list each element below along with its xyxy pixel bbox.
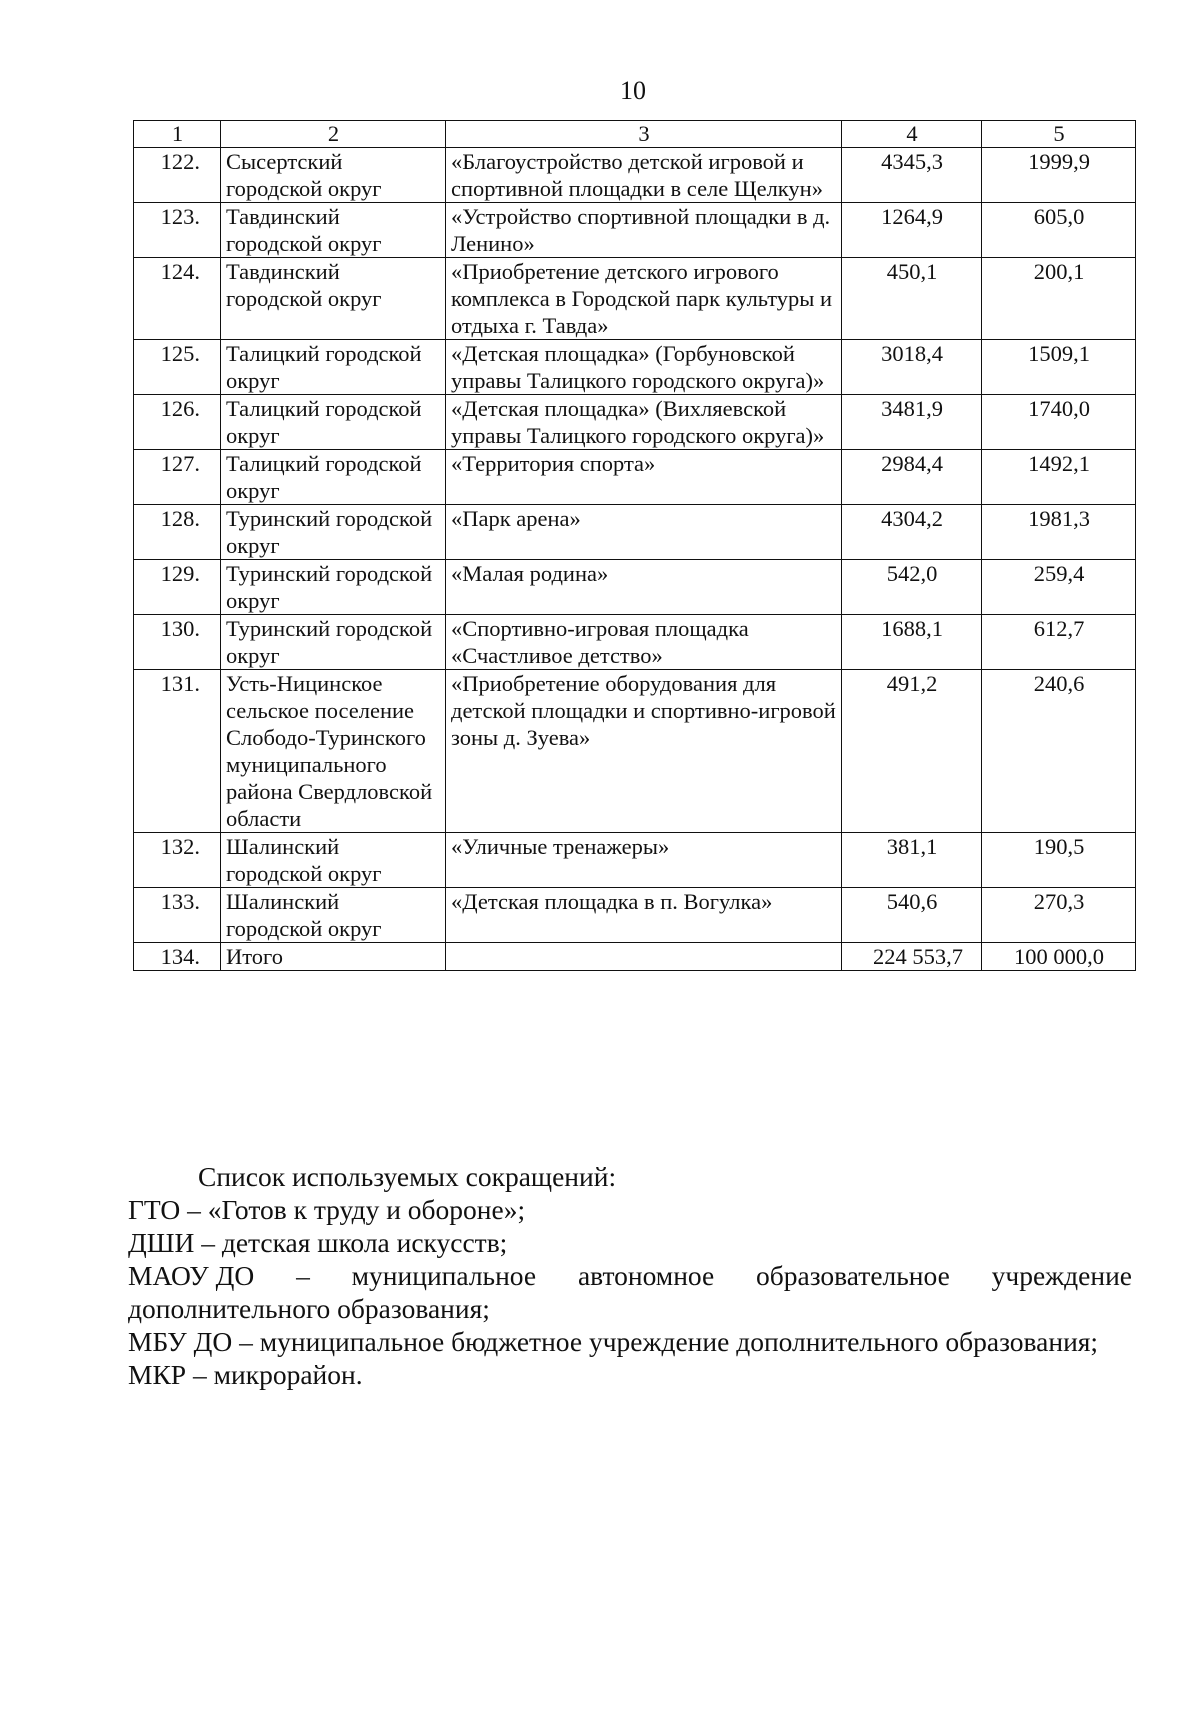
row-total: 491,2 (842, 670, 982, 833)
header-col-1: 1 (134, 121, 221, 148)
row-project: «Уличные тренажеры» (446, 833, 842, 888)
row-total: 540,6 (842, 888, 982, 943)
row-total: 2984,4 (842, 450, 982, 505)
maou-word: – (296, 1260, 310, 1291)
row-number: 128. (134, 505, 221, 560)
total-row-label: Итого (221, 943, 446, 971)
row-total: 542,0 (842, 560, 982, 615)
row-entity: Талицкий городской округ (221, 340, 446, 395)
row-total: 1264,9 (842, 203, 982, 258)
row-entity: Сысертский городской округ (221, 148, 446, 203)
table-row (134, 450, 1136, 505)
row-project: «Детская площадка» (Вихляевской управы Талицкого городского округа)» (446, 395, 842, 450)
row-number: 124. (134, 258, 221, 340)
row-entity: Туринский городской округ (221, 560, 446, 615)
row-entity: Усть-Ницинское сельское поселение Слободо-Туринского муниципального района Свердловской области (221, 670, 446, 833)
row-subsidy: 1509,1 (982, 340, 1136, 395)
row-number: 132. (134, 833, 221, 888)
row-number: 125. (134, 340, 221, 395)
row-number: 133. (134, 888, 221, 943)
abbreviation-maou (128, 1259, 1132, 1292)
abbreviation-gto: ГТО – «Готов к труду и обороне»; (128, 1194, 526, 1225)
row-number: 130. (134, 615, 221, 670)
header-col-3: 3 (446, 121, 842, 148)
page-number: 10 (620, 76, 646, 105)
row-subsidy: 605,0 (982, 203, 1136, 258)
row-total: 1688,1 (842, 615, 982, 670)
row-subsidy: 1981,3 (982, 505, 1136, 560)
row-project: «Детская площадка» (Горбуновской управы Талицкого городского округа)» (446, 340, 842, 395)
table-row (134, 505, 1136, 560)
table-row (134, 395, 1136, 450)
header-col-4: 4 (842, 121, 982, 148)
subsidy-table (133, 120, 1136, 971)
row-subsidy: 270,3 (982, 888, 1136, 943)
row-entity: Туринский городской округ (221, 505, 446, 560)
row-total: 450,1 (842, 258, 982, 340)
table-row (134, 203, 1136, 258)
row-entity: Шалинский городской округ (221, 888, 446, 943)
row-number: 131. (134, 670, 221, 833)
total-row-total: 224 553,7 (842, 943, 982, 971)
row-project: «Приобретение оборудования для детской площадки и спортивно-игровой зоны д. Зуева» (446, 670, 842, 833)
row-entity: Тавдинский городской округ (221, 203, 446, 258)
maou-word: учреждение (991, 1260, 1132, 1291)
abbreviations-section (128, 1160, 1132, 1391)
row-number: 126. (134, 395, 221, 450)
row-subsidy: 1999,9 (982, 148, 1136, 203)
row-number: 127. (134, 450, 221, 505)
abbreviation-dshi: ДШИ – детская школа искусств; (128, 1227, 508, 1258)
table-header-row (134, 121, 1136, 148)
maou-word: МАОУ ДО (128, 1260, 255, 1291)
abbreviation-maou-continuation: дополнительного образования; (128, 1293, 490, 1324)
table-row (134, 340, 1136, 395)
row-project: «Устройство спортивной площадки в д. Ленино» (446, 203, 842, 258)
total-row-project (446, 943, 842, 971)
header-col-5: 5 (982, 121, 1136, 148)
row-subsidy: 1740,0 (982, 395, 1136, 450)
abbreviation-mbu: МБУ ДО – муниципальное бюджетное учреждение дополнительного образования; (128, 1326, 1099, 1357)
row-project: «Благоустройство детской игровой и спортивной площадки в селе Щелкун» (446, 148, 842, 203)
maou-word: автономное (577, 1260, 715, 1291)
row-project: «Территория спорта» (446, 450, 842, 505)
row-number: 123. (134, 203, 221, 258)
abbreviations-title: Список используемых сокращений: (198, 1161, 617, 1192)
row-entity: Туринский городской округ (221, 615, 446, 670)
row-project: «Малая родина» (446, 560, 842, 615)
row-entity: Талицкий городской округ (221, 450, 446, 505)
total-row-number: 134. (134, 943, 221, 971)
row-total: 3481,9 (842, 395, 982, 450)
row-total: 3018,4 (842, 340, 982, 395)
row-number: 129. (134, 560, 221, 615)
row-entity: Шалинский городской округ (221, 833, 446, 888)
table-row (134, 670, 1136, 833)
row-subsidy: 612,7 (982, 615, 1136, 670)
row-entity: Талицкий городской округ (221, 395, 446, 450)
row-project: «Парк арена» (446, 505, 842, 560)
maou-word: образовательное (756, 1260, 950, 1291)
row-subsidy: 200,1 (982, 258, 1136, 340)
row-total: 381,1 (842, 833, 982, 888)
table-row (134, 615, 1136, 670)
row-subsidy: 190,5 (982, 833, 1136, 888)
total-row (134, 943, 1136, 971)
row-subsidy: 240,6 (982, 670, 1136, 833)
table-row (134, 258, 1136, 340)
table-row (134, 888, 1136, 943)
table-row (134, 148, 1136, 203)
row-total: 4304,2 (842, 505, 982, 560)
row-subsidy: 259,4 (982, 560, 1136, 615)
table-row (134, 560, 1136, 615)
row-number: 122. (134, 148, 221, 203)
total-row-subsidy: 100 000,0 (982, 943, 1136, 971)
abbreviation-mkr: МКР – микрорайон. (128, 1359, 363, 1390)
row-project: «Детская площадка в п. Вогулка» (446, 888, 842, 943)
maou-word: муниципальное (351, 1260, 537, 1291)
row-total: 4345,3 (842, 148, 982, 203)
row-entity: Тавдинский городской округ (221, 258, 446, 340)
row-project: «Спортивно-игровая площадка «Счастливое детство» (446, 615, 842, 670)
row-subsidy: 1492,1 (982, 450, 1136, 505)
row-project: «Приобретение детского игрового комплекса в Городской парк культуры и отдыха г. Тавда» (446, 258, 842, 340)
header-col-2: 2 (221, 121, 446, 148)
table-row (134, 833, 1136, 888)
